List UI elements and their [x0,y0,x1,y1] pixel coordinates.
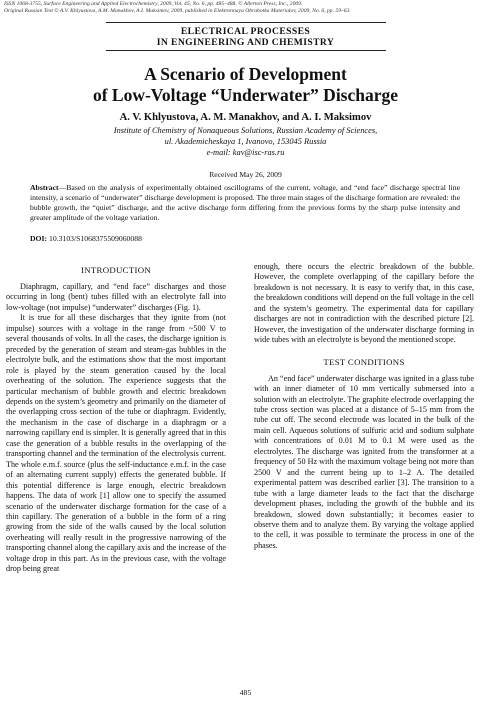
original-text-line: Original Russian Text © A.V. Khlyustova, A.M. Manakhov, A.I. Maksimov, 2009, published in Elektronnaya Obrabotka Materialov, 2009, No. 6, pp. 59–63. [4,8,351,14]
section-header-line-1: ELECTRICAL PROCESSES [180,26,311,37]
introduction-paragraph-1: Diaphragm, capillary, and “end face” discharges and those occurring in long (bent) tubes filled with an electrolyte fall into low-voltage (not impulse) “underwater” discharges (Fig. 1). [6,282,226,312]
abstract-text: —Based on the analysis of experimentally obtained oscillograms of the current, voltage, and “end face” discharge spectral line intensity, a scenario of “underwater” discharge development is proposed. The three main stages of the discharge formation are revealed: the bubble growth, the “quiet” discharge, and the active discharge form differing from the previous forms by the sharp pulse intensity and greater amplitude of the voltage variation. [30,183,460,222]
bottom-rule [106,50,386,51]
title-line-2: of Low-Voltage “Underwater” Discharge [92,85,399,105]
affiliation-line-2: ul. Akademicheskaya 1, Ivanovo, 153045 Russia [164,137,327,146]
section-gap [254,346,474,354]
abstract [30,183,460,223]
section-header-line-2: IN ENGINEERING AND CHEMISTRY [156,37,335,48]
doi [30,234,460,244]
introduction-paragraph-3: enough, there occurs the electric breakdown of the bubble. However, the complete overlapping of the capillary before the breakdown is not necessary. It is easy to verify that, in this case, the breakdown conditions will depend on the full voltage in the cell and the system’s geometry. The experimental data for capillary discharges are not in contradiction with the described picture [2]. However, the investigation of the underwater discharge forming in wide tubes with an electrolyte is beyond the mentioned scope. [254,262,474,345]
introduction-heading: INTRODUCTION [80,265,152,275]
journal-citation-line: ISSN 1068-3755, Surface Engineering and Applied Electrochemistry, 2009, Vol. 45, No. 6, pp. 485–488. © Allerton Press, Inc., 2009. [4,1,303,7]
top-rule [106,22,386,23]
left-column [6,262,226,575]
journal-header-meta [4,1,491,15]
doi-label: DOI: [30,234,48,243]
affiliation [0,125,491,158]
affiliation-email: e-mail: kav@isc-ras.ru [206,148,285,157]
test-conditions-paragraph-1: An “end face” underwater discharge was ignited in a glass tube with an inner diameter of 10 mm vertically submersed into a solution with an electrolyte. The graphite electrode overlapping the tube cross section was placed at a distance of 5–15 mm from the tube cut off. The second electrode was located in the bulk of the main cell. Aqueous solutions of sulfuric acid and sodium sulphate with concentrations of 0.01 M to 0.1 M were used as the electrolytes. The discharge was ignited from the transformer at a frequency of 50 Hz with the maximum voltage being not more than 2500 V and the current being up to 1–2 A. The detailed experimental pattern was described earlier [3]. The transition to a tube with a large diameter leads to the fact that the discharge development phases, including the growth of the bubble and its breakdown, slowed down substantially; it becomes easier to observe them and to analyze them. By varying the voltage applied to the cell, it was possible to terminate the process in one of the phases. [254,373,474,550]
affiliation-line-1: Institute of Chemistry of Nonaqueous Solutions, Russian Academy of Sciences, [113,126,378,135]
paper-title [0,64,491,106]
test-conditions-heading: TEST CONDITIONS [323,356,405,367]
right-column [254,262,474,551]
introduction-paragraph-2: It is true for all these discharges that they ignite from (not impulse) sources with a voltage in the range from ~500 V to several thousands of volts. In all the cases, the discharge ignition is preceded by the generation of steam and steam-gas bubbles in the electrolyte bulk, and the estimations show that the most important role is played by the steam generation caused by the local overheating of the solution. The experience suggests that the particular mechanism of bubble growth and electric breakdown depends on the system’s geometry and primarily on the diameter of the overlapping cross section of the tube or diaphragm. Evidently, the mechanism in the case of discharge in a diaphragm or a narrowing capillary end is simpler. It is generally agreed that in this case the generation of a bubble results in the overlapping of the transporting channel and the termination of the electrolysis current. The whole e.m.f. source (plus the self-inductance e.m.f. in the case of an alternating current supply) effects the generated bubble. If this potential difference is large enough, electric breakdown happens. The data of work [1] allow one to specify the assumed scenario of the underwater discharge formation for the case of a thin capillary. The generation of a bubble in the form of a ring growing from the side of the walls caused by the local solution overheating will really result in the progressive narrowing of the transporting channel along the capillary axis and the increase of the voltage drop in this part. As in the previous case, with the voltage drop being great [6,313,226,574]
abstract-label: Abstract [30,183,59,192]
page-number: 485 [239,688,252,697]
authors: A. V. Khlyustova, A. M. Manakhov, and A. I. Maksimov [119,112,372,123]
received-date: Received May 26, 2009 [209,170,282,179]
title-line-1: A Scenario of Development [144,64,347,84]
doi-value: 10.3103/S1068375509060088 [49,234,142,243]
section-header [0,26,491,48]
